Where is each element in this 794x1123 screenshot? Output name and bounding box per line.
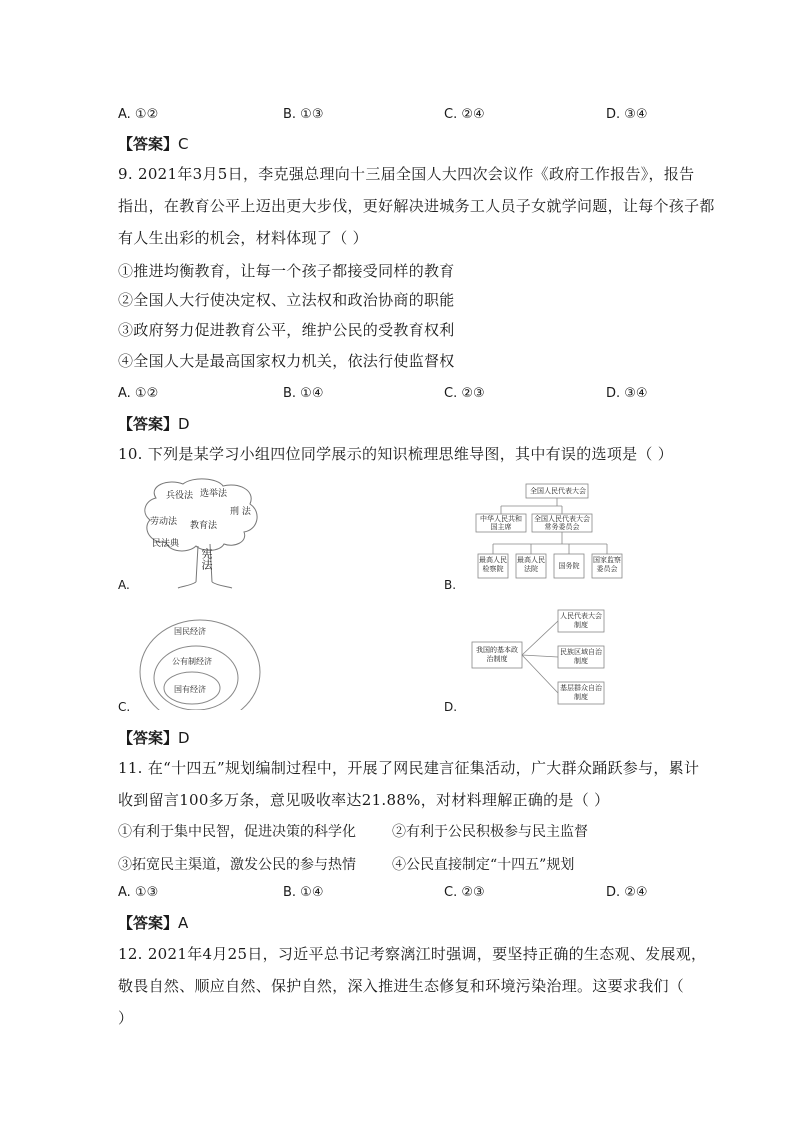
q9-stem-line-2: 指出，在教育公平上迈出更大步伐，更好解决进城务工人员子女就学问题，让每个孩子都 (118, 197, 715, 215)
ring-outer-label: 国民经济 (174, 627, 206, 636)
ring-middle-label: 公有制经济 (172, 657, 212, 666)
tree-leaf-4: 刑 法 (230, 507, 251, 517)
answer-label: 【答案】 (118, 135, 179, 153)
q12-stem-line-1: 12. 2021年4月25日，习近平总书记考察漓江时强调，要坚持正确的生态观、发展观， (118, 945, 707, 963)
q11-option-c: C. ②③ (444, 885, 485, 900)
answer-label: 【答案】 (118, 729, 179, 747)
answer-value: C (178, 135, 189, 153)
org-mid-1: 中华人民共和国主席 (480, 515, 522, 531)
q11-statement-3: ③拓宽民主渠道，激发公民的参与热情 (118, 857, 356, 873)
tree-leaf-5: 教育法 (190, 521, 218, 531)
mindmap-root: 我国的基本政治制度 (476, 646, 518, 663)
q11-answer (118, 912, 188, 933)
q11-statement-4: ④公民直接制定“十四五”规划 (392, 857, 575, 873)
mindmap-branch-3: 基层群众自治制度 (560, 684, 602, 701)
tree-leaf-3: 劳动法 (150, 517, 178, 527)
q12-stem-line-3: ） (118, 1009, 134, 1027)
answer-value: A (178, 914, 189, 932)
q11-option-a: A. ①③ (118, 885, 159, 900)
q9-statement-1: ①推进均衡教育，让每一个孩子都接受同样的教育 (118, 262, 455, 280)
q9-option-b: B. ①④ (283, 386, 324, 401)
q9-statement-3: ③政府努力促进教育公平，维护公民的受教育权利 (118, 321, 455, 339)
mindmap-branch-2: 民族区域自治制度 (560, 648, 602, 665)
q8-option-b: B. ①③ (283, 107, 324, 122)
ring-inner-label: 国有经济 (174, 685, 206, 694)
q8-options (118, 107, 678, 127)
org-top: 全国人民代表大会 (530, 487, 586, 495)
figure-d-label: D. (444, 700, 458, 714)
q9-answer (118, 413, 190, 434)
q9-stem-line-1: 9. 2021年3月5日，李克强总理向十三届全国人大四次会议作《政府工作报告》，报告 (118, 165, 695, 183)
figure-b-org-chart (466, 478, 626, 588)
answer-label: 【答案】 (118, 914, 179, 932)
q9-statement-4: ④全国人大是最高国家权力机关，依法行使监督权 (118, 352, 455, 370)
q12-stem-line-2: 敬畏自然、顺应自然、保护自然，深入推进生态修复和环境污染治理。这要求我们（ (118, 977, 685, 995)
figure-a-label: A. (118, 578, 130, 592)
q11-stem-line-2: 收到留言100多万条，意见吸收率达21.88%，对材料理解正确的是（ ） (118, 791, 610, 809)
q10-stem: 10. 下列是某学习小组四位同学展示的知识梳理思维导图，其中有误的选项是（ ） (118, 445, 674, 463)
tree-leaf-6: 民法典 (152, 539, 180, 549)
q8-option-c: C. ②④ (444, 107, 485, 122)
q9-stem-line-3: 有人生出彩的机会，材料体现了（ ） (118, 229, 368, 247)
q8-option-d: D. ③④ (606, 107, 648, 122)
figure-a-law-tree (138, 478, 278, 590)
figure-c-label: C. (118, 700, 131, 714)
tree-trunk-label: 宪法 (200, 548, 213, 570)
org-bottom-3: 国务院 (558, 562, 580, 570)
answer-value: D (178, 415, 190, 433)
q11-statement-1: ①有利于集中民智，促进决策的科学化 (118, 824, 356, 840)
q11-option-d: D. ②④ (606, 885, 648, 900)
q11-statement-2: ②有利于公民积极参与民主监督 (392, 824, 588, 840)
q11-option-b: B. ①④ (283, 885, 324, 900)
q9-statement-2: ②全国人大行使决定权、立法权和政治协商的职能 (118, 291, 455, 309)
q9-option-c: C. ②③ (444, 386, 485, 401)
mindmap-branch-1: 人民代表大会制度 (560, 612, 602, 629)
figure-d-mind-map (466, 606, 626, 712)
org-bottom-2: 最高人民法院 (517, 556, 545, 573)
org-mid-2: 全国人民代表大会常务委员会 (534, 515, 590, 531)
org-bottom-4: 国家监察委员会 (593, 556, 621, 573)
tree-leaf-2: 选举法 (200, 489, 228, 499)
answer-label: 【答案】 (118, 415, 179, 433)
q11-options (118, 885, 678, 905)
q8-option-a: A. ①② (118, 107, 159, 122)
answer-value: D (178, 729, 190, 747)
org-bottom-1: 最高人民检察院 (479, 556, 507, 573)
figure-c-nested-circles (138, 610, 278, 710)
q11-stem-line-1: 11. 在“十四五”规划编制过程中，开展了网民建言征集活动，广大群众踊跃参与，累计 (118, 759, 700, 777)
q10-answer (118, 727, 190, 748)
q9-option-a: A. ①② (118, 386, 159, 401)
q9-options (118, 386, 678, 406)
figure-b-label: B. (444, 578, 457, 592)
q9-option-d: D. ③④ (606, 386, 648, 401)
q8-answer (118, 133, 189, 154)
tree-leaf-1: 兵役法 (166, 491, 194, 501)
